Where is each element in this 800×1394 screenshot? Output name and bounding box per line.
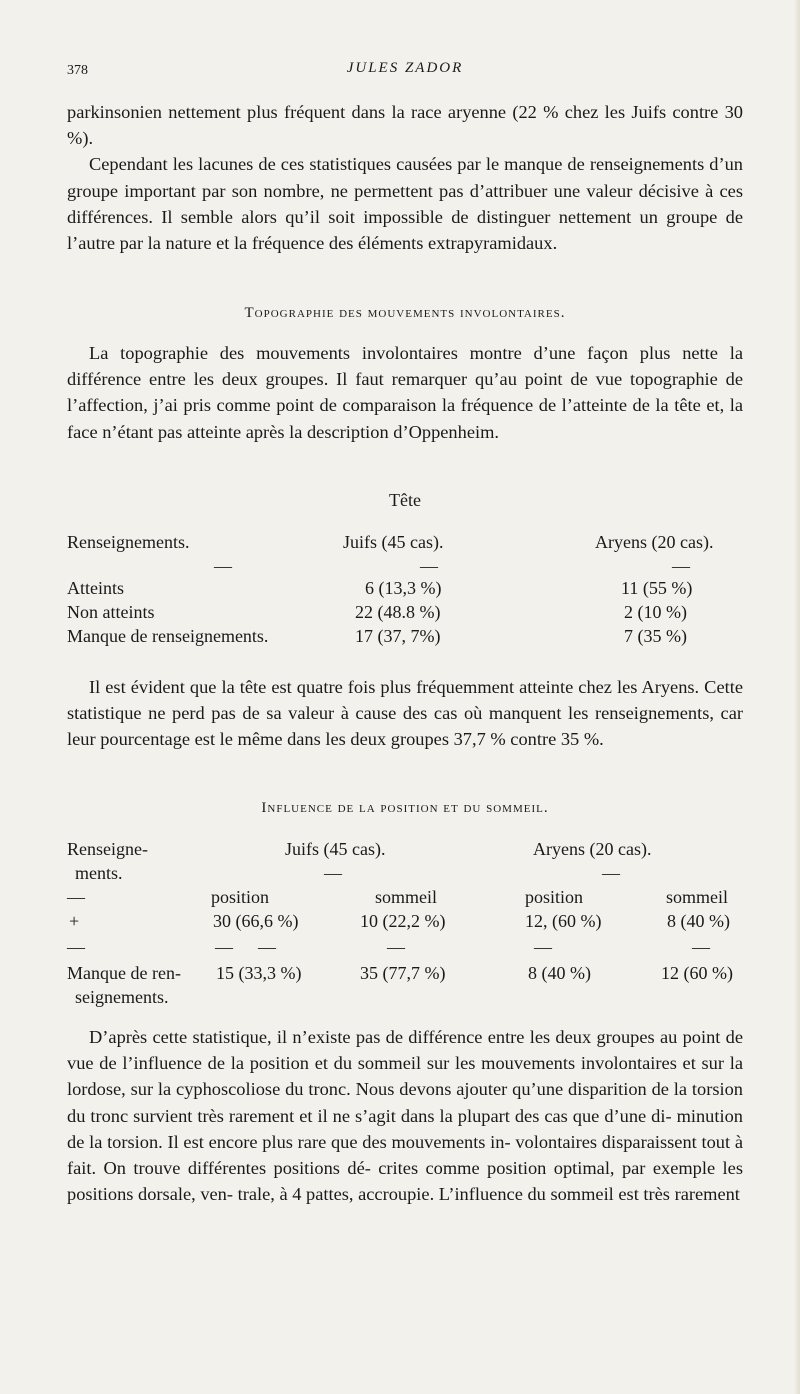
paragraph-4: Il est évident que la tête est quatre fois plus fréquemment atteinte chez les Aryens. Cette statistique ne perd pas de sa valeur à cause des cas où manquent les renseignements, car leur pourcentage est le même dans les deux groupes 37,7 % contre 35 %. (67, 677, 743, 750)
paragraph-1-block (67, 99, 743, 256)
row-manque-label: Manque de ren- (67, 963, 181, 983)
cell-juifs: 22 (48.8 %) (355, 602, 441, 622)
cell-juifs-position: 30 (66,6 %) (213, 911, 299, 931)
cell-aryens-sommeil: 8 (40 %) (667, 911, 730, 931)
table-caption: Tête (389, 490, 421, 510)
column-header-sommeil: sommeil (666, 887, 728, 907)
paragraph-1: parkinsonien nettement plus fréquent dans la race aryenne (22 % chez les Juifs contre 30 %). (67, 102, 743, 149)
cell-juifs: 17 (37, 7%) (355, 626, 441, 646)
row-header-label: ments. (75, 863, 123, 883)
header-dash: — (214, 556, 232, 576)
row-dash: — (67, 887, 85, 907)
section-heading-influence: Influence de la position et du sommeil. (261, 800, 549, 816)
row-dash: — (258, 937, 276, 957)
page-edge-shadow (794, 0, 800, 1394)
row-plus-label: + (69, 911, 80, 931)
cell-aryens-position: 8 (40 %) (528, 963, 591, 983)
row-header-label: Renseigne- (67, 839, 148, 859)
row-label: Non atteints (67, 602, 155, 622)
row-dash: — (692, 937, 710, 957)
cell-aryens: 11 (55 %) (621, 578, 693, 598)
paragraph-2: Cependant les lacunes de ces statistiques causées par le manque de renseignements d’un groupe important par son nombre, ne permettent pas d’attribuer une valeur décisive à ces différences. Il semble alors qu’il soit impossible de distinguer nettement un groupe de l’autre par la nature et la fréquence des éléments extrapyramidaux. (67, 154, 743, 254)
row-dash: — (387, 937, 405, 957)
column-header-renseignements: Renseignements. (67, 532, 190, 552)
cell-juifs-sommeil: 10 (22,2 %) (360, 911, 446, 931)
header-dash: — (672, 556, 690, 576)
group-dash: — (602, 863, 620, 883)
cell-aryens-position: 12, (60 %) (525, 911, 602, 931)
group-header-juifs: Juifs (45 cas). (285, 839, 386, 859)
row-label: Manque de renseignements. (67, 626, 269, 646)
cell-aryens-sommeil: 12 (60 %) (661, 963, 733, 983)
row-dash: — (534, 937, 552, 957)
row-label: Atteints (67, 578, 124, 598)
row-dash: — (67, 937, 85, 957)
page-number: 378 (67, 63, 88, 78)
cell-juifs: 6 (13,3 %) (365, 578, 442, 598)
cell-juifs-position: 15 (33,3 %) (216, 963, 302, 983)
cell-juifs-sommeil: 35 (77,7 %) (360, 963, 446, 983)
cell-aryens: 2 (10 %) (624, 602, 687, 622)
paragraph-3: La topographie des mouvements involontaires montre d’une façon plus nette la différence entre les deux groupes. Il faut remarquer qu’au point de vue topographie de l’affection, j’ai pris comme point de comparaison la fréquence de l’atteinte de la tête et, la face n’étant pas atteinte après la description d’Oppenheim. (67, 343, 743, 442)
paragraph-4-block (67, 674, 743, 753)
paragraph-5-block (67, 1024, 743, 1207)
column-header-sommeil: sommeil (375, 887, 437, 907)
group-header-aryens: Aryens (20 cas). (533, 839, 652, 859)
column-header-position: position (525, 887, 584, 907)
running-head: JULES ZADOR (346, 60, 464, 76)
page-header (67, 60, 743, 84)
row-manque-label: seignements. (75, 987, 169, 1007)
row-dash: — (215, 937, 233, 957)
column-header-position: position (211, 887, 270, 907)
group-dash: — (324, 863, 342, 883)
column-header-juifs: Juifs (45 cas). (343, 532, 444, 552)
column-header-aryens: Aryens (20 cas). (595, 532, 714, 552)
header-dash: — (420, 556, 438, 576)
section-heading-topographie: Topographie des mouvements involontaires. (244, 305, 566, 321)
paragraph-5: D’après cette statistique, il n’existe pas de différence entre les deux groupes au point de vue de l’influence de la position et du sommeil sur les mouvements involontaires et sur la lordose, sur la cyphoscoliose du tronc. Nous devons ajouter qu’une disparition de la torsion du tronc survient très rarement et il ne s’agit dans la plupart des cas que d’une di- minution de la torsion. Il est encore plus rare que des mouvements in- volontaires disparaissent tout à fait. On trouve différentes positions dé- crites comme position optimal, par exemple les positions dorsale, ven- trale, à 4 pattes, accroupie. L’influence du sommeil est très rarement (67, 1027, 743, 1205)
paragraph-3-block (67, 340, 743, 445)
cell-aryens: 7 (35 %) (624, 626, 687, 646)
